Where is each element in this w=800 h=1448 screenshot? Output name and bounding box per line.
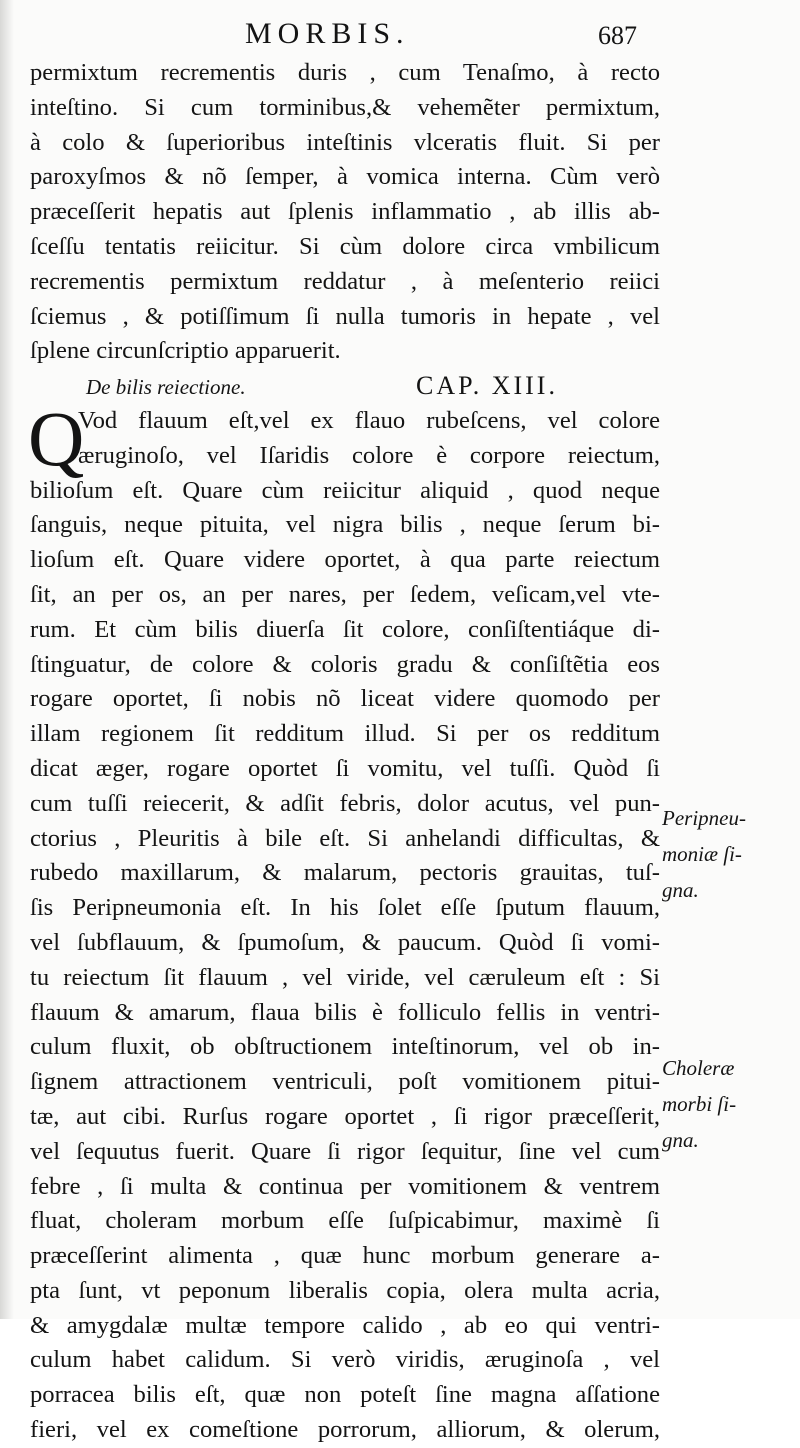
running-title: MORBIS. <box>245 17 410 50</box>
margin-note-line: moniæ ſi- <box>662 842 742 866</box>
text-line: ſignem attractionem ventriculi, poſt vomitionem pitui- <box>30 1068 660 1096</box>
text-line: culum fluxit, ob obſtructionem inteſtinorum, vel ob in- <box>30 1033 660 1061</box>
text-line: à colo & ſuperioribus inteſtinis vlceratis fluit. Si per <box>30 128 660 156</box>
text-line: lioſum eſt. Quare videre oportet, à qua parte reiectum <box>30 546 660 574</box>
text-line: fieri, vel ex comeſtione porrorum, alliorum, & olerum, <box>30 1416 660 1444</box>
text-line: ſciemus , & potiſſimum ſi nulla tumoris in hepate , vel <box>30 302 660 330</box>
text-line: rum. Et cùm bilis diuerſa ſit colore, conſiſtentiáque di- <box>30 615 660 643</box>
running-head <box>0 14 800 54</box>
text-line: ſplene circunſcriptio apparuerit. <box>30 337 341 365</box>
text-line: fluat, choleram morbum eſſe ſuſpicabimur, maximè ſi <box>30 1207 660 1235</box>
text-line: æruginoſo, vel Iſaridis colore è corpore reiectum, <box>78 441 660 469</box>
chapter-number: CAP. XIII. <box>416 371 558 401</box>
margin-note-line: gna. <box>662 878 699 902</box>
text-line: permixtum recrementis duris , cum Tenaſmo, à recto <box>30 59 660 86</box>
text-line: vel ſequutus fuerit. Quare ſi rigor ſequitur, ſine vel cum <box>30 1137 660 1165</box>
text-line: cum tuſſi reiecerit, & adſit febris, dolor acutus, vel pun- <box>30 789 660 817</box>
text-line: dicat æger, rogare oportet ſi vomitu, vel tuſſi. Quòd ſi <box>30 754 660 782</box>
page-number: 687 <box>598 21 637 50</box>
chapter-body <box>30 474 660 1448</box>
margin-note-peripneumonia <box>662 800 792 908</box>
text-line: & amygdalæ multæ tempore calido , ab eo qui ventri- <box>30 1311 660 1339</box>
text-line: ſtinguatur, de colore & coloris gradu & conſiſtẽtia eos <box>30 650 660 678</box>
text-line: culum habet calidum. Si verò viridis, æruginoſa , vel <box>30 1346 660 1374</box>
margin-note-cholera <box>662 1050 792 1158</box>
text-line: bilioſum eſt. Quare cùm reiicitur aliquid , quod neque <box>30 476 660 504</box>
text-line: porracea bilis eſt, quæ non poteſt ſine magna aſſatione <box>30 1381 660 1409</box>
margin-note-line: gna. <box>662 1128 699 1152</box>
text-line: recrementis permixtum reddatur , à meſenterio reiici <box>30 267 660 295</box>
text-line: paroxyſmos & nõ ſemper, à vomica interna. Cùm verò <box>30 163 660 191</box>
body-text <box>30 56 660 1448</box>
text-line: præceſſerint alimenta , quæ hunc morbum generare a- <box>30 1242 660 1270</box>
text-line: ſceſſu tentatis reiicitur. Si cùm dolore circa vmbilicum <box>30 232 660 260</box>
margin-note-line: Choleræ <box>662 1056 735 1080</box>
text-line: tu reiectum ſit flauum , vel viride, vel cæruleum eſt : Si <box>30 963 660 991</box>
text-line: flauum & amarum, flaua bilis è folliculo fellis in ventri- <box>30 998 660 1026</box>
text-line: tæ, aut cibi. Rurſus rogare oportet , ſi rigor præceſſerit, <box>30 1102 660 1130</box>
margin-note-line: morbi ſi- <box>662 1092 737 1116</box>
chapter-title: De bilis reiectione. <box>86 375 246 400</box>
text-line: vel ſubflauum, & ſpumoſum, & paucum. Quòd ſi vomi- <box>30 928 660 956</box>
text-line: ſanguis, neque pituita, vel nigra bilis , neque ſerum bi- <box>30 511 660 539</box>
text-line: ſit, an per os, an per nares, per ſedem, veſicam,vel vte- <box>30 580 660 608</box>
chapter-opening <box>28 394 660 482</box>
text-line: pta ſunt, vt peponum liberalis copia, olera multa acria, <box>30 1276 660 1304</box>
text-line: rubedo maxillarum, & malarum, pectoris grauitas, tuſ- <box>30 859 660 887</box>
text-line: illam regionem ſit redditum illud. Si per os redditum <box>30 720 660 748</box>
text-line: febre , ſi multa & continua per vomitionem & ventrem <box>30 1172 660 1200</box>
chapter-heading <box>30 369 660 404</box>
text-line: ctorius , Pleuritis à bile eſt. Si anhelandi difficultas, & <box>30 824 660 852</box>
text-line: Vod flauum eſt,vel ex flauo rubeſcens, vel colore <box>78 406 660 434</box>
margin-note-line: Peripneu- <box>662 806 746 830</box>
text-line: rogare oportet, ſi nobis nõ liceat videre quomodo per <box>30 685 660 713</box>
text-line: ſis Peripneumonia eſt. In his ſolet eſſe ſputum flauum, <box>30 894 660 922</box>
text-line: præceſſerit hepatis aut ſplenis inflammatio , ab illis ab- <box>30 198 660 226</box>
text-line: inteſtino. Si cum torminibus,& vehemẽter permixtum, <box>30 93 660 121</box>
drop-cap: Q <box>28 394 85 482</box>
